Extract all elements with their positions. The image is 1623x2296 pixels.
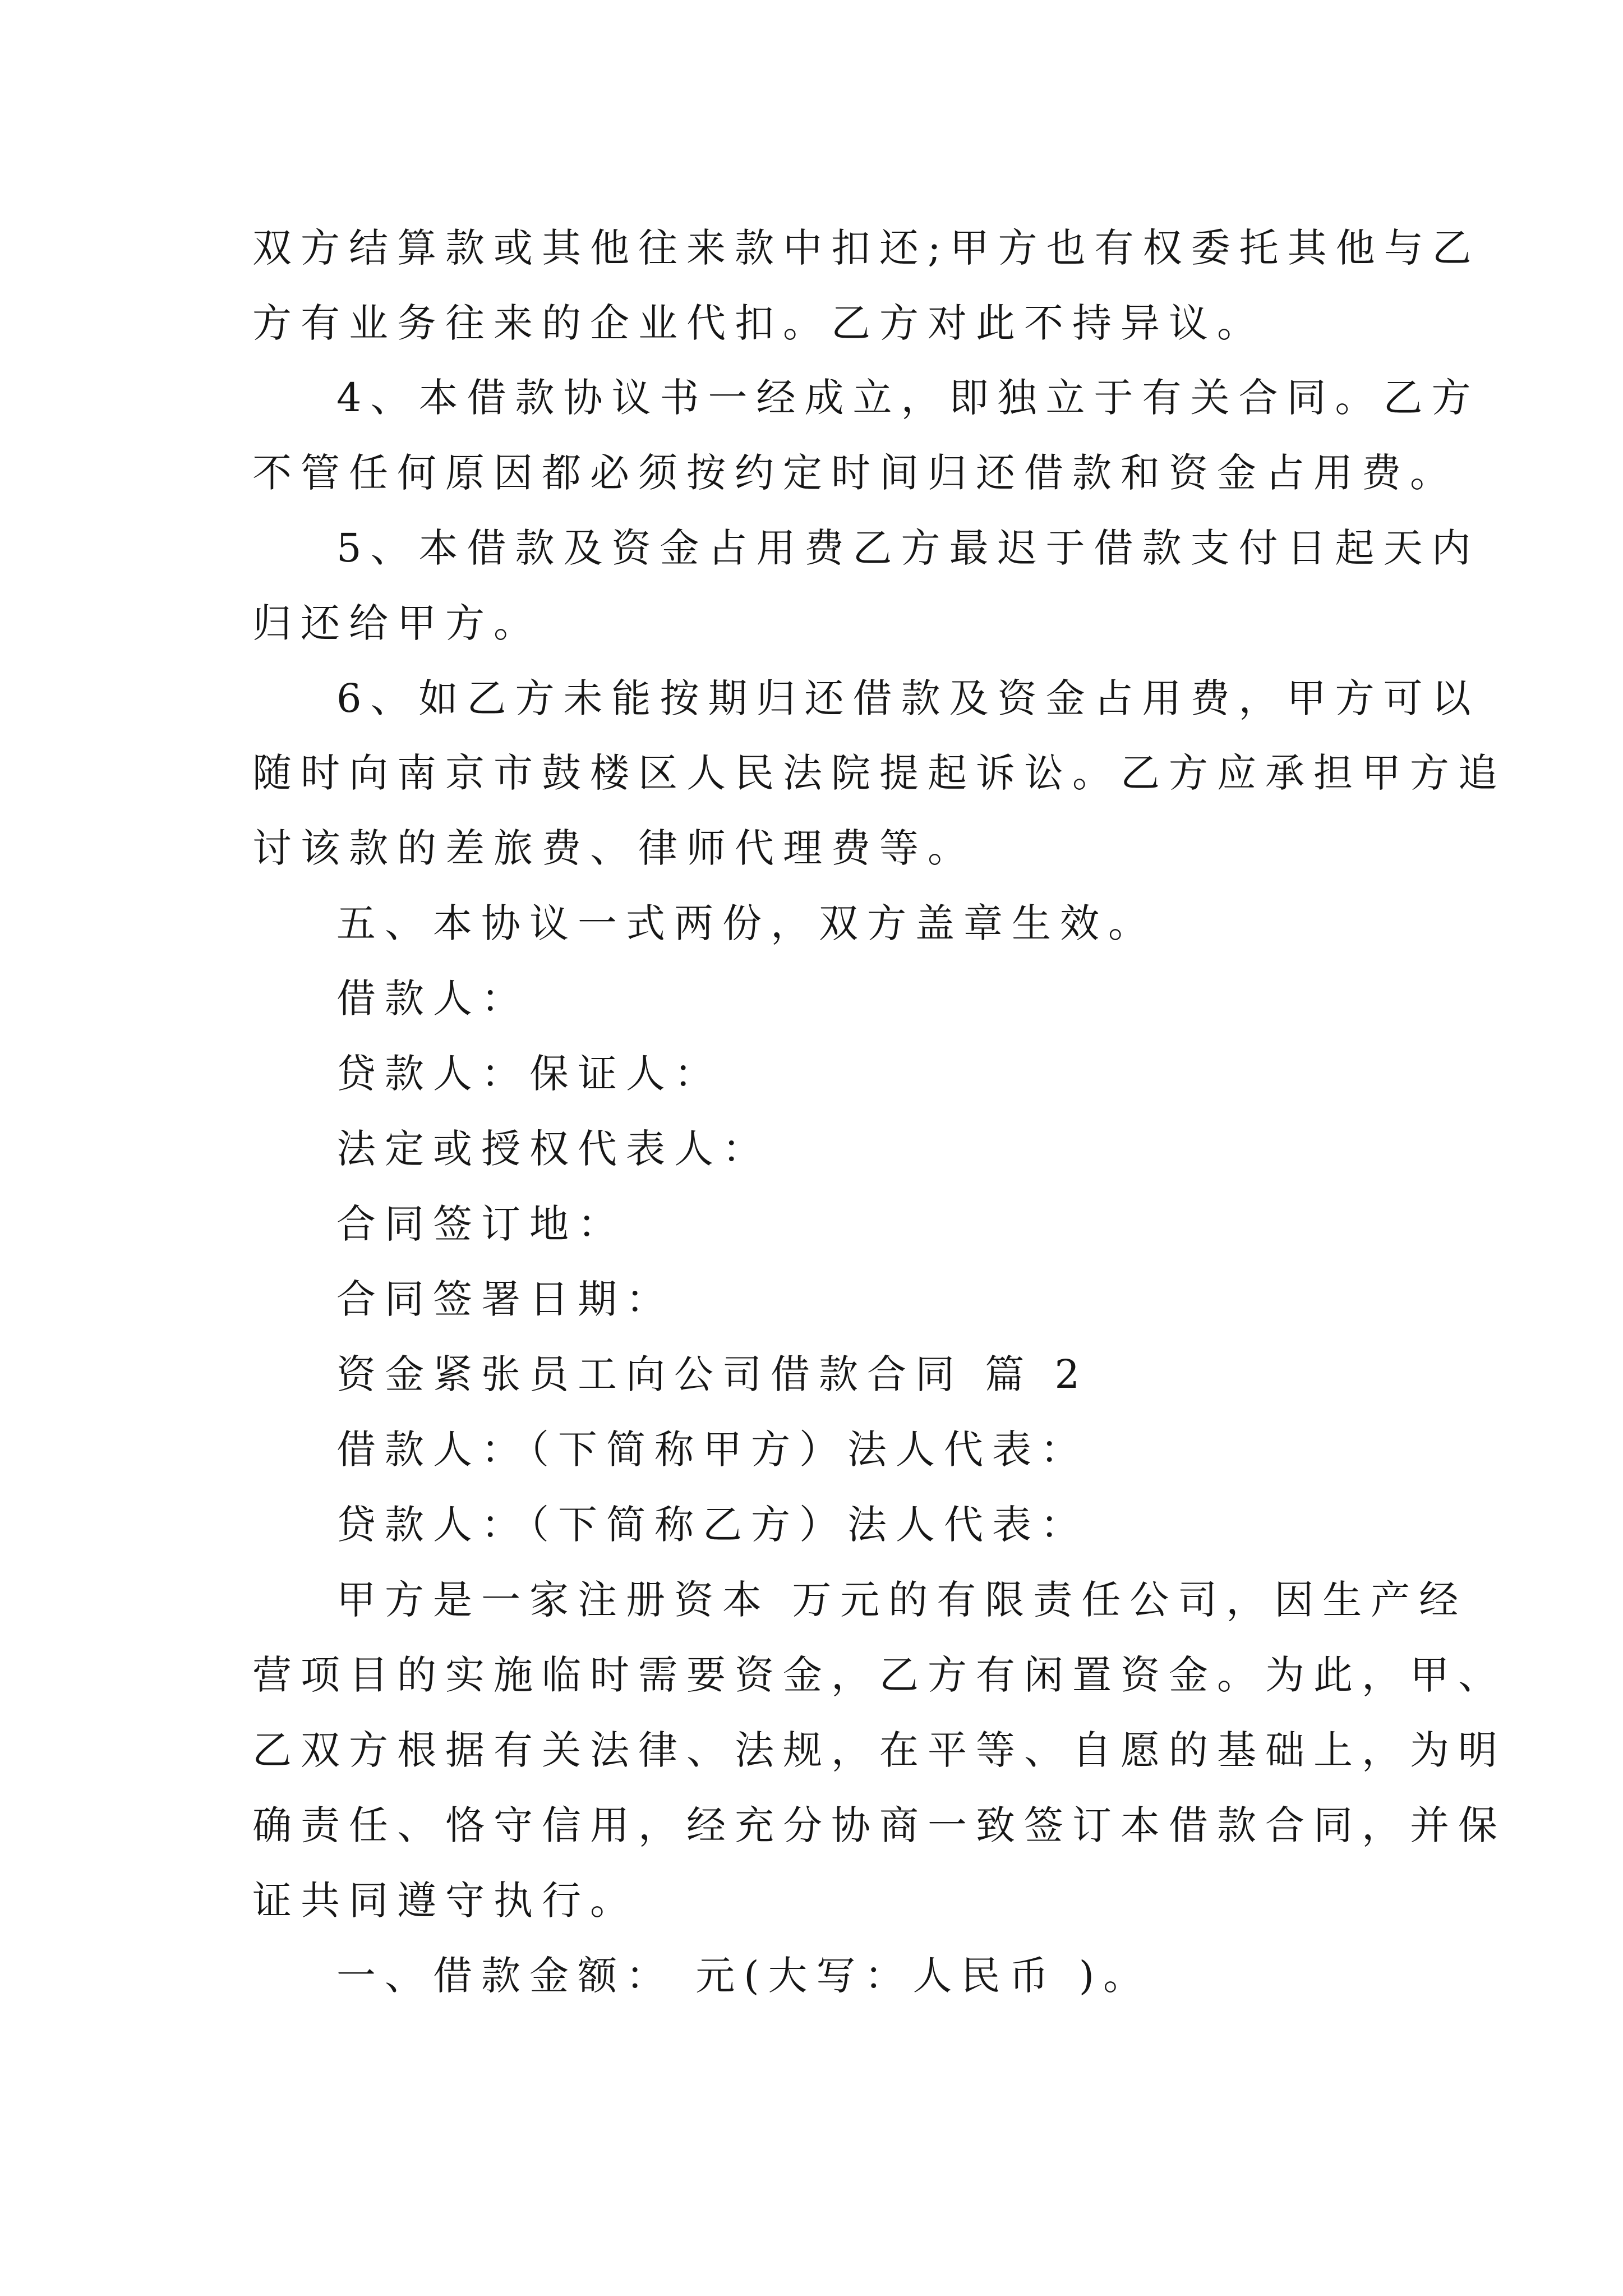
- text-line: 确责任、恪守信用，经充分协商一致签订本借款合同，并保: [252, 1802, 1506, 1848]
- text-line: 乙双方根据有关法律、法规，在平等、自愿的基础上，为明: [252, 1727, 1506, 1773]
- text-line: 归还给甲方。: [252, 600, 542, 646]
- text-line: 合同签署日期：: [336, 1276, 674, 1322]
- text-line: 甲方是一家注册资本 万元的有限责任公司，因生产经: [336, 1577, 1468, 1623]
- text-line: 一、借款金额： 元(大写：人民币 )。: [336, 1953, 1152, 1999]
- text-line: 贷款人：（下简称乙方）法人代表：: [336, 1502, 1089, 1548]
- text-line: 双方结算款或其他往来款中扣还;甲方也有权委托其他与乙: [252, 225, 1481, 271]
- section-heading: 资金紧张员工向公司借款合同 篇 2: [336, 1351, 1089, 1397]
- text-line: 4、本借款协议书一经成立，即独立于有关合同。乙方: [336, 375, 1480, 421]
- text-line: 6、如乙方未能按期归还借款及资金占用费，甲方可以: [336, 675, 1480, 721]
- text-line: 5、本借款及资金占用费乙方最迟于借款支付日起天内: [336, 525, 1480, 571]
- text-line: 借款人：（下简称甲方）法人代表：: [336, 1427, 1089, 1473]
- text-line: 营项目的实施临时需要资金，乙方有闲置资金。为此，甲、: [252, 1652, 1506, 1698]
- text-line: 贷款人：保证人：: [336, 1051, 722, 1097]
- text-line: 五、本协议一式两份，双方盖章生效。: [336, 900, 1156, 946]
- text-line: 合同签订地：: [336, 1201, 626, 1247]
- text-line: 借款人：: [336, 976, 529, 1022]
- text-line: 不管任何原因都必须按约定时间归还借款和资金占用费。: [252, 450, 1458, 496]
- text-line: 法定或授权代表人：: [336, 1126, 771, 1172]
- text-line: 讨该款的差旅费、律师代理费等。: [252, 825, 976, 871]
- text-line: 方有业务往来的企业代扣。乙方对此不持异议。: [252, 300, 1265, 346]
- text-line: 证共同遵守执行。: [252, 1878, 638, 1924]
- text-line: 随时向南京市鼓楼区人民法院提起诉讼。乙方应承担甲方追: [252, 750, 1506, 796]
